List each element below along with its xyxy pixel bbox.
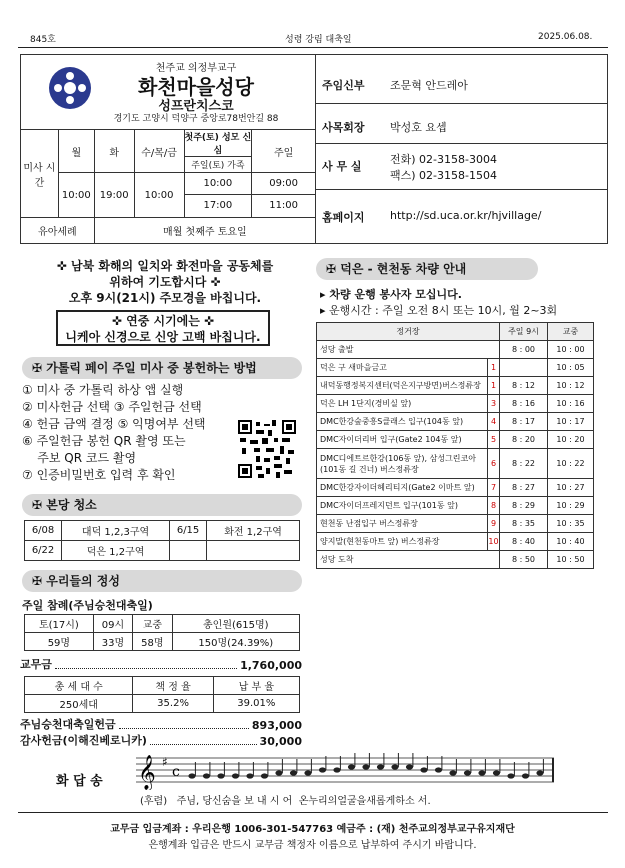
route-stop: 성당 도착 (317, 551, 500, 569)
issue-number: 845호 (30, 35, 56, 45)
music-note (232, 773, 239, 778)
route-row (317, 359, 594, 377)
cleaning-cell (170, 541, 207, 561)
prayer-block (30, 258, 300, 306)
hymn-label: 화 답 송 (56, 774, 103, 789)
day-sat: 첫주(토) 성모 신심 (184, 130, 252, 157)
offering-step: ④ 헌금 금액 결정 ⑤ 익명여부 선택 (22, 417, 206, 431)
creed-box (56, 310, 270, 346)
route-row (317, 449, 594, 479)
time-wed: 10:00 (134, 173, 184, 218)
creed-line1: ✜ 연중 시기에는 ✜ (111, 314, 215, 328)
route-stop-number: 1 (488, 377, 500, 395)
music-note (406, 764, 413, 769)
route-stop: 성당 출발 (317, 341, 500, 359)
day-tue: 화 (94, 130, 134, 173)
collection-value: 1,760,000 (240, 659, 302, 672)
music-note (304, 770, 311, 775)
parish-patron: 성프란치스코 (158, 99, 234, 114)
music-note (449, 770, 456, 775)
cleaning-cell (207, 541, 300, 561)
route-header: 주일 9시 (500, 323, 548, 341)
tithe-header: 총 세 대 수 (25, 677, 133, 695)
music-note (203, 773, 210, 778)
route-time: 8 : 40 (500, 533, 548, 551)
thanks-row (20, 732, 302, 748)
music-note (522, 773, 529, 778)
creed-line2: 니케아 신경으로 신앙 고백 바칩니다. (65, 330, 261, 344)
route-row (317, 413, 594, 431)
route-time: 8 : 35 (500, 515, 548, 533)
route-stop: 덕은 구 새마을금고 (317, 359, 488, 377)
tithe-value: 35.2% (133, 695, 213, 713)
vehicle-note2: ▸ 운행시간 : 주일 오전 8시 또는 10시, 월 2~3회 (320, 304, 558, 317)
route-time: 10 : 20 (548, 431, 594, 449)
parish-info-box (20, 54, 316, 244)
prayer-line2: 위하여 기도합시다 ✜ (109, 275, 221, 289)
att-header: 09시 (93, 615, 132, 633)
office-label: 사 무 실 (322, 160, 362, 173)
music-note (261, 773, 268, 778)
music-note (290, 770, 297, 775)
time-sat1: 10:00 (185, 173, 252, 195)
homepage-url[interactable]: http://sd.uca.or.kr/hjvillage/ (390, 209, 542, 222)
route-stop-number: 8 (488, 497, 500, 515)
cleaning-cell: 대덕 1,2,3구역 (62, 521, 170, 541)
route-stop-number: 5 (488, 431, 500, 449)
vehicle-note1-text: 차량 운행 봉사자 모십니다. (329, 288, 462, 301)
route-time: 10 : 40 (548, 533, 594, 551)
route-time: 8 : 17 (500, 413, 548, 431)
route-stop: 현천동 난점입구 버스정류장 (317, 515, 488, 533)
music-note (478, 770, 485, 775)
mass-label: 미사 시간 (21, 130, 59, 218)
route-row (317, 551, 594, 569)
att-header: 토(17시) (25, 615, 94, 633)
time-mon: 10:00 (58, 173, 94, 218)
day-mon: 월 (58, 130, 94, 173)
bottom-divider (18, 812, 608, 813)
route-row (317, 479, 594, 497)
top-divider (18, 47, 608, 48)
attendance-title: 주일 참례(주님승천대축일) (22, 599, 153, 612)
route-time: 8 : 12 (500, 377, 548, 395)
ascension-label: 주님승천대축일헌금 (20, 718, 116, 731)
route-time: 8 : 29 (500, 497, 548, 515)
tithe-value: 250세대 (25, 695, 133, 713)
infant-value: 매월 첫째주 토요일 (94, 218, 315, 244)
office-phone: 전화) 02-3158-3004 (390, 153, 497, 166)
route-time: 8 : 16 (500, 395, 548, 413)
att-value: 33명 (93, 633, 132, 651)
svg-text:c: c (172, 764, 180, 780)
route-stop: DMC디에트르한강(106동 앞), 삼성그린코아(101동 길 건너) 버스정류장 (317, 449, 488, 479)
att-header: 교중 (133, 615, 172, 633)
route-stop-number: 3 (488, 395, 500, 413)
homepage-label: 홈페이지 (322, 211, 365, 224)
route-stop-number: 6 (488, 449, 500, 479)
pastor-name: 조문혁 안드레아 (390, 79, 468, 92)
svg-text:♯: ♯ (162, 755, 168, 769)
offering-step: ⑥ 주일헌금 봉헌 QR 촬영 또는 (22, 434, 186, 448)
route-time: 8 : 22 (500, 449, 548, 479)
route-row (317, 377, 594, 395)
sat-sub: 주일(토) 가족 (184, 157, 252, 173)
vehicle-note1: ▸ 차량 운행 봉사자 모십니다. (320, 288, 462, 301)
tithe-header: 책 정 율 (133, 677, 213, 695)
route-time: 10 : 29 (548, 497, 594, 515)
route-row (317, 341, 594, 359)
music-note (333, 767, 340, 772)
route-time (500, 359, 548, 377)
cleaning-title: ✠ 본당 청소 (22, 494, 302, 516)
prayer-line3: 오후 9시(21시) 주모경을 바칩니다. (68, 291, 262, 305)
time-tue: 19:00 (94, 173, 134, 218)
route-stop-number: 9 (488, 515, 500, 533)
route-time: 8 : 00 (500, 341, 548, 359)
offering-title: ✠ 가톨릭 페이 주일 미사 중 봉헌하는 방법 (22, 357, 302, 379)
route-time: 8 : 27 (500, 479, 548, 497)
route-header: 정거장 (317, 323, 500, 341)
music-note (536, 770, 543, 775)
route-time: 10 : 22 (548, 449, 594, 479)
vehicle-route-table (316, 322, 594, 569)
route-stop: DMC한강자이더헤리티지(Gate2 이마트 앞) (317, 479, 488, 497)
office-fax: 팩스) 02-3158-1504 (390, 169, 497, 182)
vehicle-title: ✠ 덕은 - 현천동 차량 안내 (316, 258, 538, 280)
parish-name: 화천마을성당 (138, 75, 254, 99)
sincerity-title: ✠ 우리들의 정성 (22, 570, 302, 592)
att-header: 총인원(615명) (172, 615, 299, 633)
contact-box (316, 54, 608, 244)
route-time: 10 : 00 (548, 341, 594, 359)
diocese: 천주교 의정부교구 (155, 63, 237, 74)
route-time: 10 : 27 (548, 479, 594, 497)
music-note (319, 767, 326, 772)
route-stop: 덕은 LH 1단지(경비실 앞) (317, 395, 488, 413)
council-label: 사목회장 (322, 121, 365, 134)
parish-logo (49, 67, 91, 109)
route-time: 10 : 12 (548, 377, 594, 395)
route-row (317, 497, 594, 515)
route-time: 10 : 35 (548, 515, 594, 533)
route-stop-number: 4 (488, 413, 500, 431)
cleaning-cell: 6/22 (25, 541, 62, 561)
music-note (362, 764, 369, 769)
route-time: 8 : 20 (500, 431, 548, 449)
cleaning-cell: 6/08 (25, 521, 62, 541)
music-note (391, 764, 398, 769)
offering-step: ② 미사헌금 선택 ③ 주일헌금 선택 (22, 400, 202, 414)
day-wed: 수/목/금 (134, 130, 184, 173)
music-note (217, 773, 224, 778)
hymn-response: (후렴) 주님, 당신숨을 보 내 시 어 온누리의얼굴을새롭게하소 서. (140, 796, 431, 807)
music-note (377, 764, 384, 769)
music-note (275, 770, 282, 775)
collection-label: 교무금 (20, 658, 52, 671)
qr-code-icon[interactable] (238, 420, 296, 478)
issue-date: 2025.06.08. (538, 32, 593, 42)
attendance-table (24, 614, 300, 651)
tithe-header: 납 부 율 (213, 677, 299, 695)
route-time: 10 : 50 (548, 551, 594, 569)
tithe-table (24, 676, 300, 713)
footer-account: 교무금 입금계좌 : 우리은행 1006-301-547763 예금주 : (재) 천주교의정부교구유지재단 (110, 824, 515, 835)
route-time: 8 : 50 (500, 551, 548, 569)
offering-steps (22, 382, 206, 484)
music-note (246, 773, 253, 778)
ascension-value: 893,000 (251, 719, 302, 732)
pastor-label: 주임신부 (322, 79, 365, 92)
vehicle-note2-text: 운행시간 : 주일 오전 8시 또는 10시, 월 2~3회 (329, 304, 558, 317)
feast-title: 성령 강림 대축일 (285, 35, 352, 45)
footer-note: 은행계좌 입금은 반드시 교무금 책정자 이름으로 납부하여 주시기 바랍니다. (148, 840, 477, 851)
music-note (348, 764, 355, 769)
offering-step: ① 미사 중 가톨릭 하상 앱 실행 (22, 383, 184, 397)
music-note (464, 770, 471, 775)
mass-schedule-table (20, 129, 316, 244)
route-row (317, 533, 594, 551)
council-name: 박성호 요셉 (390, 121, 447, 134)
att-value: 58명 (133, 633, 172, 651)
route-stop: DMC자이더프레지던트 입구(101동 앞) (317, 497, 488, 515)
route-stop: 내덕동행정복지센터(덕은지구방면)버스정류장 (317, 377, 488, 395)
svg-text:𝄞: 𝄞 (138, 755, 156, 790)
collection-row (20, 656, 302, 672)
cleaning-table (24, 520, 300, 561)
music-note (435, 767, 442, 772)
route-time: 10 : 05 (548, 359, 594, 377)
thanks-label: 감사헌금(이해진베로니카) (20, 734, 147, 747)
route-stop-number: 7 (488, 479, 500, 497)
music-note (507, 773, 514, 778)
music-note (188, 773, 195, 778)
route-stop-number: 1 (488, 359, 500, 377)
tithe-value: 39.01% (213, 695, 299, 713)
route-stop: 양지말(현천동마트 앞) 버스정류장 (317, 533, 488, 551)
route-stop: DMC한강숲중흥S클래스 입구(104동 앞) (317, 413, 488, 431)
offering-step: 주보 QR 코드 촬영 (22, 451, 137, 465)
day-sun: 주일 (252, 130, 316, 173)
prayer-line1: ✜ 남북 화해의 일치와 화전마을 공동체를 (56, 259, 274, 273)
music-note (493, 770, 500, 775)
cleaning-cell: 화전 1,2구역 (207, 521, 300, 541)
route-time: 10 : 17 (548, 413, 594, 431)
route-stop-number: 10 (488, 533, 500, 551)
route-row (317, 431, 594, 449)
music-staff (136, 750, 554, 790)
route-header: 교중 (548, 323, 594, 341)
thanks-value: 30,000 (259, 735, 302, 748)
cleaning-cell: 6/15 (170, 521, 207, 541)
time-sat2: 17:00 (203, 200, 233, 211)
time-sun1: 09:00 (252, 173, 315, 195)
parish-address: 경기도 고양시 덕양구 중앙로78번안길 88 (113, 114, 279, 124)
route-row (317, 395, 594, 413)
cleaning-cell: 덕은 1,2구역 (62, 541, 170, 561)
att-value: 59명 (25, 633, 94, 651)
offering-step: ⑦ 인증비밀번호 입력 후 확인 (22, 468, 176, 482)
infant-label: 유아세례 (21, 218, 95, 244)
route-time: 10 : 16 (548, 395, 594, 413)
time-sun2: 11:00 (269, 200, 299, 211)
ascension-row (20, 716, 302, 732)
route-stop: DMC자이더리버 입구(Gate2 104동 앞) (317, 431, 488, 449)
att-value: 150명(24.39%) (172, 633, 299, 651)
route-row (317, 515, 594, 533)
music-note (420, 767, 427, 772)
